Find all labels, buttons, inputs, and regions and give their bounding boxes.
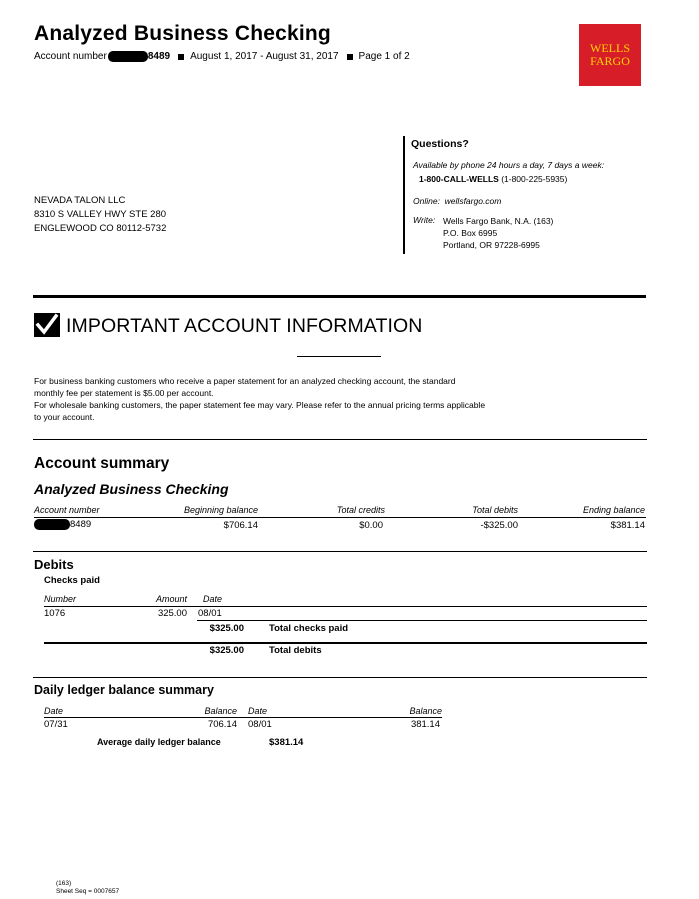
summary-debits: -$325.00 — [480, 520, 518, 531]
check-amount: 325.00 — [157, 608, 187, 619]
separator-square-icon — [178, 54, 184, 60]
col-ending-balance: Ending balance — [582, 505, 645, 515]
ledger-date-1: 07/31 — [44, 719, 68, 730]
summary-account-cell — [34, 519, 91, 530]
account-number-label: Account number — [34, 51, 107, 62]
section-divider — [33, 551, 647, 552]
col-check-amount: Amount — [155, 594, 187, 604]
summary-credits: $0.00 — [359, 520, 383, 531]
account-summary-heading: Account summary — [34, 455, 170, 472]
ledger-date-2: 08/01 — [248, 719, 272, 730]
statement-title: Analyzed Business Checking — [34, 22, 331, 45]
total-debits-amount: $325.00 — [209, 645, 244, 656]
write-address-line: Wells Fargo Bank, N.A. (163) — [443, 216, 554, 226]
redacted-account-number — [34, 519, 70, 530]
important-heading: IMPORTANT ACCOUNT INFORMATION — [66, 315, 423, 337]
write-address-line: Portland, OR 97228-6995 — [443, 240, 540, 250]
total-debits-label: Total debits — [269, 645, 322, 656]
col-total-debits: Total debits — [472, 505, 518, 515]
summary-ending: $381.14 — [610, 520, 645, 531]
page-indicator: Page 1 of 2 — [358, 51, 410, 62]
table-header-rule — [34, 517, 646, 518]
address-line: ENGLEWOOD CO 80112-5732 — [34, 223, 167, 234]
avg-ledger-label: Average daily ledger balance — [97, 737, 221, 747]
check-number: 1076 — [44, 608, 66, 619]
write-label: Write: — [413, 215, 436, 225]
statement-period: August 1, 2017 - August 31, 2017 — [190, 51, 339, 62]
phone-alt[interactable]: (1-800-225-5935) — [501, 174, 568, 184]
col-check-date: Date — [203, 594, 223, 604]
checkmark-icon — [34, 313, 60, 337]
notice-line: For business banking customers who receive a paper statement for an analyzed checking account, the standard — [34, 376, 456, 386]
summary-account-suffix: 8489 — [70, 519, 92, 530]
online-link[interactable]: wellsfargo.com — [444, 196, 502, 206]
footer-line: Sheet Seq = 0007657 — [56, 888, 120, 895]
account-number-suffix: 8489 — [147, 51, 171, 62]
footer-code — [56, 880, 119, 896]
col-ledger-date-1: Date — [44, 706, 64, 716]
notice-line: For wholesale banking customers, the paper statement fee may vary. Please refer to the annual pricing terms applicable — [34, 400, 486, 410]
write-address — [443, 215, 553, 251]
footer-line: (163) — [56, 880, 72, 887]
statement-meta — [34, 51, 410, 62]
col-beginning-balance: Beginning balance — [183, 505, 258, 515]
debits-heading: Debits — [34, 557, 74, 572]
col-check-number: Number — [44, 594, 77, 604]
col-ledger-date-2: Date — [248, 706, 268, 716]
questions-box — [403, 136, 643, 254]
write-address-line: P.O. Box 6995 — [443, 228, 498, 238]
col-ledger-balance-2: Balance — [409, 706, 442, 716]
ledger-balance-1: 706.14 — [207, 719, 237, 730]
check-date: 08/01 — [198, 608, 222, 619]
total-checks-label: Total checks paid — [269, 623, 349, 634]
col-account-number: Account number — [34, 505, 100, 515]
notice-line: to your account. — [34, 412, 95, 422]
phone-line — [419, 174, 567, 184]
total-checks-amount: $325.00 — [209, 623, 244, 634]
wells-fargo-logo — [579, 24, 641, 86]
col-ledger-balance-1: Balance — [204, 706, 237, 716]
notice-line: monthly fee per statement is $5.00 per account. — [34, 388, 214, 398]
summary-beginning: $706.14 — [223, 520, 258, 531]
online-label: Online: — [413, 196, 440, 206]
ledger-heading: Daily ledger balance summary — [34, 683, 214, 697]
redacted-account-number — [108, 51, 148, 62]
address-line: 8310 S VALLEY HWY STE 280 — [34, 209, 167, 220]
table-header-rule — [44, 717, 442, 718]
questions-heading: Questions? — [411, 138, 469, 150]
phone-intro: Available by phone 24 hours a day, 7 days a week: — [413, 160, 605, 170]
logo-line-1: WELLS — [590, 41, 630, 55]
online-line — [413, 196, 501, 206]
address-line: NEVADA TALON LLC — [34, 195, 126, 206]
section-divider — [33, 295, 646, 298]
separator-square-icon — [347, 54, 353, 60]
ledger-balance-2: 381.14 — [410, 719, 440, 730]
heading-underline — [297, 356, 381, 357]
section-divider — [33, 439, 647, 440]
write-line — [413, 215, 435, 225]
phone-main[interactable]: 1-800-CALL-WELLS — [419, 174, 499, 184]
avg-ledger-value: $381.14 — [269, 737, 304, 748]
total-rule — [44, 642, 647, 644]
logo-line-2: FARGO — [590, 54, 630, 68]
subtotal-rule — [197, 620, 647, 621]
important-notice — [34, 375, 514, 423]
account-summary-subheading: Analyzed Business Checking — [34, 481, 229, 497]
col-total-credits: Total credits — [336, 505, 385, 515]
mailing-address — [34, 194, 166, 236]
section-divider — [33, 677, 647, 678]
table-header-rule — [44, 606, 647, 607]
checks-paid-heading: Checks paid — [44, 575, 100, 586]
